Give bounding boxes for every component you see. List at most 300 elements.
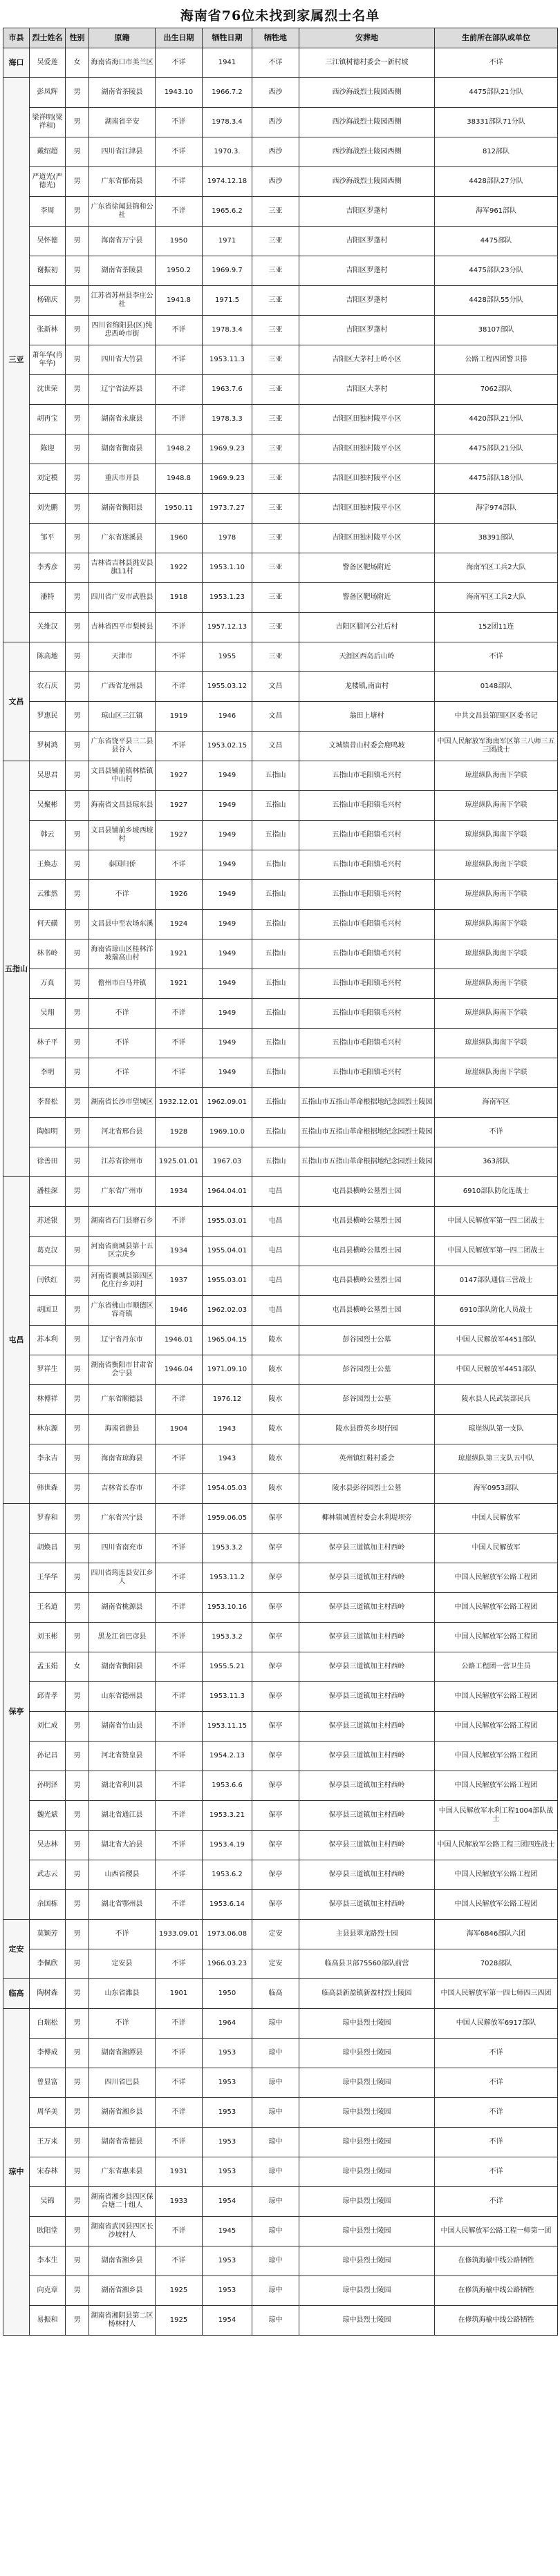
birth-date-cell: 1904 (156, 1415, 203, 1444)
martyr-name-cell: 欧阳堂 (30, 2217, 66, 2246)
hometown-cell: 吉林省四平市梨树县 (89, 613, 156, 642)
gender-cell: 男 (66, 1118, 89, 1147)
hometown-cell: 江苏省徐州市 (89, 1147, 156, 1177)
burial-place-cell: 保亭县三道镇加主村西岭 (299, 1623, 435, 1652)
hometown-cell: 海南省琼山区桂林洋坡瑞高山村 (89, 939, 156, 969)
hometown-cell: 海南省琼海县 (89, 1444, 156, 1474)
death-place-cell: 屯昌 (252, 1266, 299, 1296)
table-row (3, 850, 558, 880)
burial-place-cell: 吉阳区大茅村上岭小区 (299, 345, 435, 375)
death-place-cell: 五指山 (252, 791, 299, 821)
table-row (3, 1118, 558, 1147)
martyr-name-cell: 林东源 (30, 1415, 66, 1444)
death-date-cell: 1953 (203, 2276, 252, 2306)
martyr-name-cell: 易振和 (30, 2306, 66, 2336)
table-row (3, 1563, 558, 1593)
column-header: 市县 (3, 28, 30, 48)
death-place-cell: 五指山 (252, 969, 299, 999)
burial-place-cell: 五指山市毛阳镇毛兴村 (299, 880, 435, 910)
hometown-cell: 湖南省湘乡县四区保合塘二十组人 (89, 2187, 156, 2217)
gender-cell: 男 (66, 672, 89, 702)
table-row (3, 1474, 558, 1504)
death-date-cell: 1954.2.13 (203, 1742, 252, 1771)
hometown-cell: 湖南省湘乡县 (89, 2246, 156, 2276)
unit-cell: 海南军区工兵2大队 (435, 553, 558, 583)
gender-cell: 男 (66, 2009, 89, 2039)
gender-cell: 男 (66, 1801, 89, 1831)
table-row (3, 761, 558, 791)
martyr-name-cell: 吴志林 (30, 1831, 66, 1860)
unit-cell: 琼崖纵队海南下学联 (435, 880, 558, 910)
burial-place-cell: 五指山市毛阳镇毛兴村 (299, 791, 435, 821)
death-date-cell: 1969.9.23 (203, 464, 252, 494)
martyr-name-cell: 李永吉 (30, 1444, 66, 1474)
birth-date-cell: 1933.09.01 (156, 1920, 203, 1949)
table-row (3, 227, 558, 256)
gender-cell: 男 (66, 2217, 89, 2246)
death-date-cell: 1965.04.15 (203, 1326, 252, 1355)
burial-place-cell: 五指山市五指山革命根据地纪念园烈士陵园 (299, 1118, 435, 1147)
gender-cell: 男 (66, 880, 89, 910)
unit-cell: 4428部队27分队 (435, 167, 558, 197)
gender-cell: 男 (66, 405, 89, 435)
death-place-cell: 五指山 (252, 821, 299, 850)
death-date-cell: 1953 (203, 2039, 252, 2068)
unit-cell: 中国人民解放军第一四七师四三四团 (435, 1979, 558, 2009)
death-place-cell: 三亚 (252, 227, 299, 256)
burial-place-cell: 保亭县三道镇加主村西岭 (299, 1563, 435, 1593)
unit-cell: 陵水县人民武装部民兵 (435, 1385, 558, 1415)
unit-cell: 中国人民解放军公路工程团 (435, 1593, 558, 1623)
death-place-cell: 五指山 (252, 910, 299, 939)
birth-date-cell: 不详 (156, 48, 203, 78)
table-row (3, 1444, 558, 1474)
death-date-cell: 1950 (203, 1979, 252, 2009)
death-date-cell: 1953.4.19 (203, 1831, 252, 1860)
gender-cell: 男 (66, 2128, 89, 2157)
death-place-cell: 琼中 (252, 2157, 299, 2187)
hometown-cell: 海南省儋县 (89, 1415, 156, 1444)
birth-date-cell: 不详 (156, 1534, 203, 1563)
burial-place-cell: 屯昌县横岭公墓烈士园 (299, 1266, 435, 1296)
burial-place-cell: 屯昌县横岭公墓烈士园 (299, 1177, 435, 1207)
gender-cell: 男 (66, 464, 89, 494)
death-date-cell: 1976.12 (203, 1385, 252, 1415)
table-row (3, 2306, 558, 2336)
burial-place-cell: 彭谷园烈士公墓 (299, 1326, 435, 1355)
unit-cell: 中国人民解放军公路工程团 (435, 1623, 558, 1652)
gender-cell: 男 (66, 1831, 89, 1860)
hometown-cell: 湖北省鄂州县 (89, 1890, 156, 1920)
death-place-cell: 琼中 (252, 2217, 299, 2246)
unit-cell: 海南军区工兵2大队 (435, 583, 558, 613)
unit-cell: 中国人民解放军 (435, 1504, 558, 1534)
table-row (3, 2246, 558, 2276)
hometown-cell: 吉林省吉林县洮安县旗11村 (89, 553, 156, 583)
unit-cell: 4420部队21分队 (435, 405, 558, 435)
region-cell: 屯昌 (3, 1177, 30, 1504)
column-header: 出生日期 (156, 28, 203, 48)
burial-place-cell: 保亭县三道镇加主村西岭 (299, 1652, 435, 1682)
hometown-cell: 广东省兴宁县 (89, 1504, 156, 1534)
gender-cell: 男 (66, 137, 89, 167)
birth-date-cell: 不详 (156, 1029, 203, 1058)
hometown-cell: 湖南省茶陵县 (89, 78, 156, 108)
table-row (3, 1682, 558, 1712)
table-row (3, 108, 558, 137)
hometown-cell: 湖南省武冈县四区长沙坡村人 (89, 2217, 156, 2246)
death-place-cell: 保亭 (252, 1563, 299, 1593)
gender-cell: 男 (66, 2306, 89, 2336)
table-row (3, 2039, 558, 2068)
martyr-name-cell: 刘定模 (30, 464, 66, 494)
hometown-cell: 河南省襄城县第四区化庄行乡刘村 (89, 1266, 156, 1296)
gender-cell: 男 (66, 494, 89, 524)
death-place-cell: 保亭 (252, 1890, 299, 1920)
burial-place-cell: 主县县翠龙路烈士园 (299, 1920, 435, 1949)
table-row (3, 1029, 558, 1058)
unit-cell: 琼崖纵队海南下学联 (435, 791, 558, 821)
martyr-name-cell: 邹平 (30, 524, 66, 553)
martyr-name-cell: 邱青孝 (30, 1682, 66, 1712)
unit-cell: 琼崖纵队海南下学联 (435, 910, 558, 939)
gender-cell: 男 (66, 2157, 89, 2187)
death-place-cell: 临高 (252, 1979, 299, 2009)
burial-place-cell: 西沙海战烈士陵园西侧 (299, 78, 435, 108)
death-place-cell: 保亭 (252, 1593, 299, 1623)
burial-place-cell: 五指山市毛阳镇毛兴村 (299, 1058, 435, 1088)
death-date-cell: 1957.12.13 (203, 613, 252, 642)
death-place-cell: 三亚 (252, 256, 299, 286)
birth-date-cell: 1946.04 (156, 1355, 203, 1385)
unit-cell: 琼崖纵队海南下学联 (435, 821, 558, 850)
gender-cell: 男 (66, 1742, 89, 1771)
unit-cell: 7062部队 (435, 375, 558, 405)
unit-cell: 不详 (435, 2039, 558, 2068)
gender-cell: 男 (66, 316, 89, 345)
hometown-cell: 广东省广州市 (89, 1177, 156, 1207)
death-date-cell: 1955.03.01 (203, 1207, 252, 1237)
table-row (3, 1623, 558, 1652)
martyr-name-cell: 胡焕昌 (30, 1534, 66, 1563)
birth-date-cell: 不详 (156, 2009, 203, 2039)
gender-cell: 男 (66, 1979, 89, 2009)
unit-cell: 琼崖纵队第三支队五中队 (435, 1444, 558, 1474)
hometown-cell: 海南省万宁县 (89, 227, 156, 256)
birth-date-cell: 不详 (156, 850, 203, 880)
death-date-cell: 1959.06.05 (203, 1504, 252, 1534)
death-date-cell: 1969.9.23 (203, 435, 252, 464)
region-cell: 琼中 (3, 2009, 30, 2336)
gender-cell: 男 (66, 108, 89, 137)
birth-date-cell: 1926 (156, 880, 203, 910)
death-place-cell: 保亭 (252, 1682, 299, 1712)
gender-cell: 男 (66, 1920, 89, 1949)
birth-date-cell: 不详 (156, 1444, 203, 1474)
gender-cell: 男 (66, 553, 89, 583)
birth-date-cell: 不详 (156, 642, 203, 672)
death-place-cell: 琼中 (252, 2098, 299, 2128)
unit-cell: 在修筑海榆中线公路牺牲 (435, 2276, 558, 2306)
birth-date-cell: 不详 (156, 345, 203, 375)
death-place-cell: 五指山 (252, 1029, 299, 1058)
birth-date-cell: 1921 (156, 969, 203, 999)
martyr-name-cell: 严道光(严德光) (30, 167, 66, 197)
unit-cell: 中国人民解放军公路工程团 (435, 1712, 558, 1742)
death-place-cell: 琼中 (252, 2068, 299, 2098)
martyr-table (3, 28, 558, 2336)
martyr-name-cell: 刘先鹏 (30, 494, 66, 524)
martyr-name-cell: 杨锦庆 (30, 286, 66, 316)
gender-cell: 男 (66, 1563, 89, 1593)
gender-cell: 男 (66, 1266, 89, 1296)
column-header: 性别 (66, 28, 89, 48)
hometown-cell: 湖南省石门县磨石乡 (89, 1207, 156, 1237)
birth-date-cell: 不详 (156, 1801, 203, 1831)
burial-place-cell: 警备区靶场附近 (299, 583, 435, 613)
hometown-cell: 湖南省桃源县 (89, 1593, 156, 1623)
table-row (3, 1801, 558, 1831)
death-place-cell: 琼中 (252, 2009, 299, 2039)
hometown-cell: 吉林省长春市 (89, 1474, 156, 1504)
martyr-name-cell: 彭凤辉 (30, 78, 66, 108)
martyr-name-cell: 韩世森 (30, 1474, 66, 1504)
death-place-cell: 保亭 (252, 1831, 299, 1860)
death-date-cell: 1953 (203, 2157, 252, 2187)
burial-place-cell: 保亭县三道镇加主村西岭 (299, 1860, 435, 1890)
death-date-cell: 1955.5.21 (203, 1652, 252, 1682)
burial-place-cell: 保亭县三道镇加主村西岭 (299, 1890, 435, 1920)
birth-date-cell: 不详 (156, 1058, 203, 1088)
table-row (3, 1652, 558, 1682)
martyr-name-cell: 魏光斌 (30, 1801, 66, 1831)
martyr-name-cell: 李秀彦 (30, 553, 66, 583)
hometown-cell: 重庆市开县 (89, 464, 156, 494)
burial-place-cell: 吉阳区罗蓬村 (299, 316, 435, 345)
burial-place-cell: 警备区靶场附近 (299, 553, 435, 583)
unit-cell: 4475部队21分队 (435, 435, 558, 464)
table-row (3, 791, 558, 821)
martyr-name-cell: 李晋松 (30, 1088, 66, 1118)
death-place-cell: 三亚 (252, 613, 299, 642)
gender-cell: 男 (66, 286, 89, 316)
unit-cell: 中国人民解放军公路工程三团四连战士 (435, 1831, 558, 1860)
unit-cell: 琼崖纵队海南下学联 (435, 850, 558, 880)
death-date-cell: 1953 (203, 2246, 252, 2276)
burial-place-cell: 翁田上塘村 (299, 702, 435, 732)
death-place-cell: 陵水 (252, 1385, 299, 1415)
hometown-cell: 广东省遂溪县 (89, 524, 156, 553)
gender-cell: 男 (66, 435, 89, 464)
martyr-name-cell: 吴爱莲 (30, 48, 66, 78)
birth-date-cell: 1924 (156, 910, 203, 939)
table-row (3, 286, 558, 316)
gender-cell: 男 (66, 2039, 89, 2068)
birth-date-cell: 1950.11 (156, 494, 203, 524)
martyr-name-cell: 陶树森 (30, 1979, 66, 2009)
death-place-cell: 陵水 (252, 1444, 299, 1474)
gender-cell: 男 (66, 1029, 89, 1058)
burial-place-cell: 吉阳区田独村陵平小区 (299, 464, 435, 494)
hometown-cell: 湖南省衡南县 (89, 435, 156, 464)
region-cell: 文昌 (3, 642, 30, 761)
hometown-cell: 山东省潍县 (89, 1979, 156, 2009)
death-place-cell: 保亭 (252, 1652, 299, 1682)
burial-place-cell: 文城镇昔山村委会鹿鸣坡 (299, 732, 435, 761)
death-date-cell: 1953.11.3 (203, 345, 252, 375)
death-place-cell: 保亭 (252, 1712, 299, 1742)
unit-cell: 中国人民解放军4451部队 (435, 1355, 558, 1385)
burial-place-cell: 陵水县彭谷园烈士公墓 (299, 1474, 435, 1504)
birth-date-cell: 不详 (156, 1771, 203, 1801)
table-row (3, 821, 558, 850)
region-cell: 临高 (3, 1979, 30, 2009)
death-date-cell: 1949 (203, 939, 252, 969)
martyr-name-cell: 李傅成 (30, 2039, 66, 2068)
burial-place-cell: 吉阳区大茅村 (299, 375, 435, 405)
unit-cell: 公路工程团一营卫生员 (435, 1652, 558, 1682)
table-row (3, 1326, 558, 1355)
hometown-cell: 湖南省衡阳市甘肃省会宁县 (89, 1355, 156, 1385)
death-place-cell: 琼中 (252, 2276, 299, 2306)
martyr-name-cell: 闫铁红 (30, 1266, 66, 1296)
table-row (3, 2128, 558, 2157)
table-row (3, 524, 558, 553)
burial-place-cell: 五指山市五指山革命根据地纪念园烈士陵园 (299, 1088, 435, 1118)
burial-place-cell: 保亭县三道镇加主村西岭 (299, 1712, 435, 1742)
death-date-cell: 1978.3.3 (203, 405, 252, 435)
gender-cell: 男 (66, 2098, 89, 2128)
death-place-cell: 西沙 (252, 78, 299, 108)
birth-date-cell: 不详 (156, 1652, 203, 1682)
table-row (3, 613, 558, 642)
burial-place-cell: 保亭县三道镇加主村西岭 (299, 1831, 435, 1860)
death-place-cell: 西沙 (252, 108, 299, 137)
hometown-cell: 湖南省常德县 (89, 2128, 156, 2157)
gender-cell: 男 (66, 1860, 89, 1890)
death-place-cell: 定安 (252, 1949, 299, 1979)
gender-cell: 男 (66, 1355, 89, 1385)
hometown-cell: 湖南省湘乡县 (89, 2098, 156, 2128)
death-place-cell: 五指山 (252, 939, 299, 969)
death-date-cell: 1953.02.15 (203, 732, 252, 761)
table-row (3, 969, 558, 999)
death-date-cell: 1954 (203, 2306, 252, 2336)
death-place-cell: 五指山 (252, 1118, 299, 1147)
gender-cell: 男 (66, 1296, 89, 1326)
death-place-cell: 屯昌 (252, 1207, 299, 1237)
death-date-cell: 1953 (203, 2068, 252, 2098)
birth-date-cell: 1927 (156, 791, 203, 821)
unit-cell: 中国人民解放军 (435, 1534, 558, 1563)
martyr-name-cell: 陈迎 (30, 435, 66, 464)
hometown-cell: 四川省广安市武胜县 (89, 583, 156, 613)
death-date-cell: 1949 (203, 850, 252, 880)
gender-cell: 男 (66, 2187, 89, 2217)
unit-cell: 琼崖纵队海南下学联 (435, 1029, 558, 1058)
gender-cell: 女 (66, 1652, 89, 1682)
birth-date-cell: 1925 (156, 2276, 203, 2306)
table-row (3, 375, 558, 405)
birth-date-cell: 不详 (156, 1593, 203, 1623)
burial-place-cell: 三江镇树德村委会一新村坡 (299, 48, 435, 78)
birth-date-cell: 不详 (156, 197, 203, 227)
birth-date-cell: 1934 (156, 1177, 203, 1207)
death-date-cell: 1973.7.27 (203, 494, 252, 524)
table-row (3, 167, 558, 197)
unit-cell: 152团11连 (435, 613, 558, 642)
burial-place-cell: 琼中县烈士陵园 (299, 2187, 435, 2217)
table-row (3, 345, 558, 375)
martyr-name-cell: 向克章 (30, 2276, 66, 2306)
gender-cell: 男 (66, 613, 89, 642)
death-date-cell: 1949 (203, 910, 252, 939)
martyr-name-cell: 农石庆 (30, 672, 66, 702)
burial-place-cell: 陵水县群英乡坝仔园 (299, 1415, 435, 1444)
table-row (3, 1355, 558, 1385)
death-place-cell: 三亚 (252, 375, 299, 405)
table-row (3, 2009, 558, 2039)
hometown-cell: 海南省文昌县琼东县 (89, 791, 156, 821)
martyr-name-cell: 吴锦 (30, 2187, 66, 2217)
unit-cell: 中国人民解放军第一四二团战士 (435, 1207, 558, 1237)
gender-cell: 男 (66, 910, 89, 939)
table-row (3, 464, 558, 494)
death-date-cell: 1953.6.6 (203, 1771, 252, 1801)
death-date-cell: 1978 (203, 524, 252, 553)
burial-place-cell: 五指山市毛阳镇毛兴村 (299, 910, 435, 939)
death-place-cell: 不详 (252, 48, 299, 78)
unit-cell: 中国人民解放军公路工程团 (435, 1742, 558, 1771)
martyr-name-cell: 沈世荣 (30, 375, 66, 405)
death-place-cell: 陵水 (252, 1326, 299, 1355)
gender-cell: 男 (66, 583, 89, 613)
gender-cell: 男 (66, 1534, 89, 1563)
birth-date-cell: 1925.01.01 (156, 1147, 203, 1177)
martyr-name-cell: 梁祥明(梁祥和) (30, 108, 66, 137)
hometown-cell: 文昌县铺前乡坡西坡村 (89, 821, 156, 850)
gender-cell: 男 (66, 1890, 89, 1920)
hometown-cell: 儋州市白马井镇 (89, 969, 156, 999)
martyr-name-cell: 陈高地 (30, 642, 66, 672)
birth-date-cell: 1950 (156, 227, 203, 256)
unit-cell: 海字974部队 (435, 494, 558, 524)
hometown-cell: 文昌县铺前镇林梧镇中山村 (89, 761, 156, 791)
death-date-cell: 1971.09.10 (203, 1355, 252, 1385)
death-date-cell: 1949 (203, 791, 252, 821)
death-place-cell: 三亚 (252, 286, 299, 316)
hometown-cell: 四川省南充市 (89, 1534, 156, 1563)
burial-place-cell: 琼中县烈士陵园 (299, 2157, 435, 2187)
martyr-name-cell: 李周 (30, 197, 66, 227)
martyr-name-cell: 王焕志 (30, 850, 66, 880)
hometown-cell: 不详 (89, 999, 156, 1029)
death-place-cell: 琼中 (252, 2187, 299, 2217)
gender-cell: 男 (66, 732, 89, 761)
hometown-cell: 四川省筠连县安江乡人 (89, 1563, 156, 1593)
death-place-cell: 西沙 (252, 167, 299, 197)
unit-cell: 中国人民解放军6917部队 (435, 2009, 558, 2039)
death-date-cell: 1953.11.2 (203, 1563, 252, 1593)
hometown-cell: 定安县 (89, 1949, 156, 1979)
gender-cell: 男 (66, 761, 89, 791)
unit-cell: 中国人民解放军海南军区第三八师三五三团战士 (435, 732, 558, 761)
table-row (3, 910, 558, 939)
burial-place-cell: 临高县卫部75560部队前营 (299, 1949, 435, 1979)
birth-date-cell: 1921 (156, 939, 203, 969)
table-row (3, 880, 558, 910)
death-date-cell: 1963.7.6 (203, 375, 252, 405)
